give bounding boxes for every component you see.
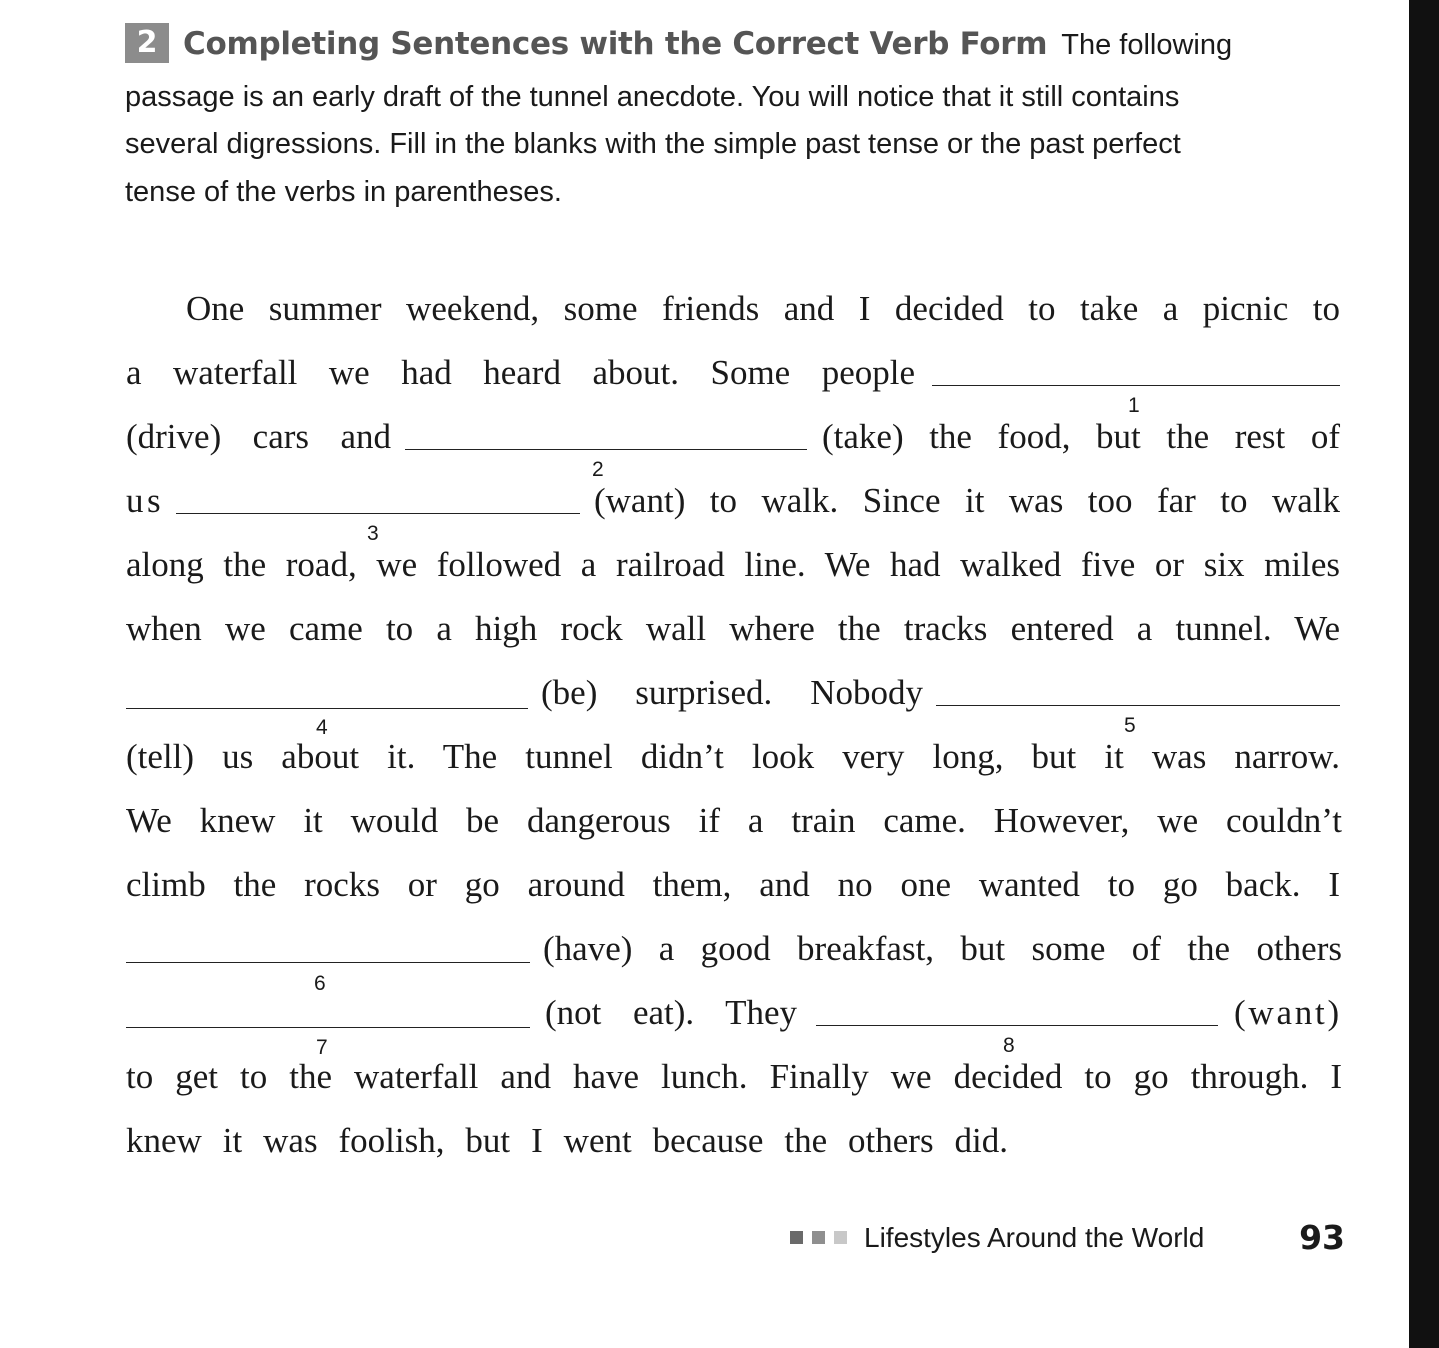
answer-blank-3[interactable] [176,513,580,514]
passage-line-11 [126,927,1342,995]
passage-text: (drive) cars and [126,417,391,456]
answer-blank-5[interactable] [936,705,1340,706]
exercise-title: Completing Sentences with the Correct Verb Form [183,26,1048,62]
blank-number-5: 5 [1124,714,1136,737]
blank-number-6: 6 [314,972,326,995]
blank-number-8: 8 [1003,1034,1015,1057]
passage-line-14 [126,1119,1010,1183]
passage-line-5 [126,543,1340,607]
passage-text: (want) [1234,993,1342,1032]
passage-line-10 [126,863,1340,927]
blank-number-3: 3 [367,522,379,545]
answer-blank-2[interactable] [405,449,807,450]
exercise-intro-line-3: several digressions. Fill in the blanks with the simple past tense or the past perfect [125,128,1181,160]
square-icon [790,1231,803,1244]
blank-number-7: 7 [316,1036,328,1059]
passage-line-2 [126,351,1340,415]
passage-text: (be) surprised. Nobody [541,673,923,712]
passage-text: (want) to walk. Since it was too far to walk [594,481,1340,520]
answer-blank-4[interactable] [126,708,528,709]
exercise-number-badge: 2 [125,23,169,63]
passage-line-6 [126,607,1340,671]
answer-blank-6[interactable] [126,962,530,963]
passage-line-8 [126,735,1340,799]
passage-line-9 [126,799,1342,863]
exercise-intro-line-1: The following [1061,29,1233,61]
passage-text: knew it was foolish, but I went because the others did. [126,1121,1008,1160]
passage-line-4 [126,479,1340,543]
passage-text: (tell) us about it. The tunnel didn’t look very long, but it was narrow. [126,737,1340,776]
passage-text: We knew it would be dangerous if a train came. However, we couldn’t [126,801,1342,840]
exercise-intro-line-2: passage is an early draft of the tunnel anecdote. You will notice that it still contains [125,81,1180,113]
answer-blank-7[interactable] [126,1027,530,1028]
scan-edge [1409,0,1439,1348]
passage-text: (not eat). They [545,993,797,1032]
passage-text: along the road, we followed a railroad line. We had walked five or six miles [126,545,1340,584]
passage-text: us [126,481,164,520]
passage-text: One summer weekend, some friends and I decided to take a picnic to [186,289,1340,328]
passage-line-7 [126,671,1340,739]
passage-line-13 [126,1055,1342,1119]
blank-number-2: 2 [592,458,604,481]
footer-title: Lifestyles Around the World [864,1222,1205,1253]
blank-number-4: 4 [316,716,328,739]
passage-text: climb the rocks or go around them, and no one wanted to go back. I [126,865,1340,904]
heading-line-1 [125,20,1232,69]
square-icon [834,1231,847,1244]
passage-text: to get to the waterfall and have lunch. Finally we decided to go through. I [126,1057,1342,1096]
passage-line-12 [126,991,1342,1059]
passage-line-3 [126,415,1340,479]
page-number: 93 [1299,1218,1345,1257]
passage-text: (take) the food, but the rest of [822,417,1340,456]
page-footer [790,1218,1345,1258]
answer-blank-8[interactable] [816,1025,1218,1026]
passage-line-1 [126,287,1340,351]
exercise-intro-line-4: tense of the verbs in parentheses. [125,176,562,208]
passage-text: (have) a good breakfast, but some of the others [543,929,1342,968]
answer-blank-1[interactable] [932,385,1340,386]
blank-number-1: 1 [1128,394,1140,417]
passage-text: when we came to a high rock wall where the tracks entered a tunnel. We [126,609,1340,648]
square-icon [812,1231,825,1244]
passage-text: a waterfall we had heard about. Some people [126,353,915,392]
